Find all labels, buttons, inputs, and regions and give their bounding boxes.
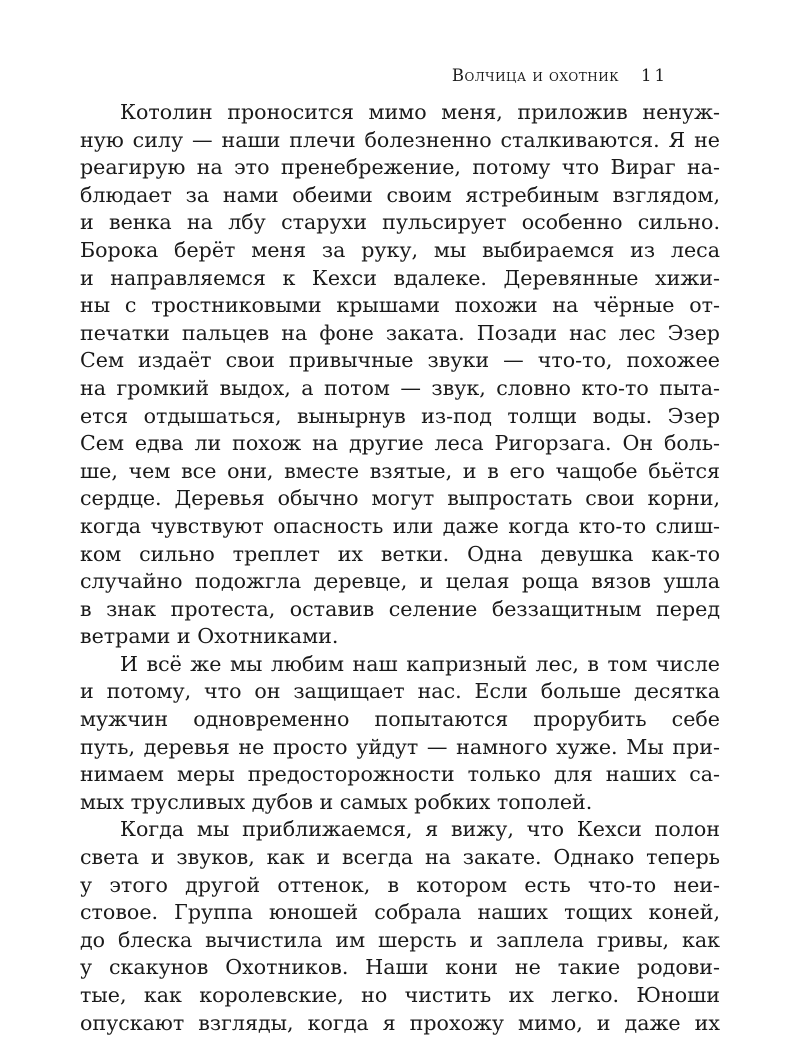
text-line: опускают взгляды, когда я прохожу мимо, и даже их [80,1010,720,1035]
text-line: Когда мы приближаемся, я вижу, что Кехси полон [120,817,720,842]
text-line: ше, чем все они, вместе взятые, и в его чащобе бьётся [80,458,720,483]
text-line: на громкий выдох, а потом — звук, словно кто-то пыта- [80,375,720,400]
text-line: И всё же мы любим наш капризный лес, в том числе [120,651,720,676]
text-line: ны с тростниковыми крышами похожи на чёрные от- [80,293,720,318]
text-line: сердце. Деревья обычно могут выпростать свои корни, [80,486,720,511]
text-line: печатки пальцев на фоне заката. Позади нас лес Эзер [80,320,720,345]
text-line: стовое. Группа юношей собрала наших тощих коней, [80,900,720,925]
text-line: и потому, что он защищает нас. Если больше десятка [80,679,720,704]
text-line: тые, как королевские, но чистить их легко. Юноши [80,983,720,1007]
text-line: ветрами и Охотниками. [80,624,339,649]
body-text [80,99,720,1037]
text-line: ную силу — наши плечи болезненно сталкиваются. Я не [80,127,720,152]
text-line: мых трусливых дубов и самых робких тополей. [80,789,593,814]
text-line: и направляемся к Кехси вдалеке. Деревянные хижи- [80,265,720,290]
text-line: у скакунов Охотников. Наши кони не такие родови- [80,955,720,980]
text-line: мужчин одновременно попытаются прорубить себе [80,707,720,732]
text-line: нимаем меры предосторожности только для наших са- [80,762,720,787]
page-number: 11 [641,66,668,85]
text-line: случайно подожгла деревце, и целая роща вязов ушла [80,569,720,594]
text-line: Борока берёт меня за руку, мы выбираемся из леса [80,237,720,262]
text-line: Сем едва ли похож на другие леса Ригорзага. Он боль- [80,431,720,456]
text-line: до блеска вычистила им шерсть и заплела гривы, как [80,927,720,952]
text-line: Котолин проносится мимо меня, приложив ненуж- [120,100,720,124]
text-line: ется отдышаться, вынырнув из-под толщи воды. Эзер [80,403,720,428]
text-line: ком сильно треплет их ветки. Одна девушка как-то [80,541,720,566]
text-line: у этого другой оттенок, в котором есть что-то неи- [80,872,720,897]
text-line: света и звуков, как и всегда на закате. Однако теперь [80,845,720,870]
text-line: реагирую на это пренебрежение, потому что Вираг на- [80,155,720,180]
text-line: когда чувствуют опасность или даже когда кто-то слиш- [80,513,720,538]
running-head [452,66,668,85]
text-line: Сем издаёт свои привычные звуки — что-то, похожее [80,348,720,373]
book-title: Волчица и охотник [451,66,619,85]
text-line: в знак протеста, оставив селение беззащитным перед [80,596,720,621]
text-line: и венка на лбу старухи пульсирует особенно сильно. [80,210,720,235]
text-line: путь, деревья не просто уйдут — намного хуже. Мы при- [80,734,720,759]
text-line: блюдает за нами обеими своим ястребиным взглядом, [80,182,720,207]
